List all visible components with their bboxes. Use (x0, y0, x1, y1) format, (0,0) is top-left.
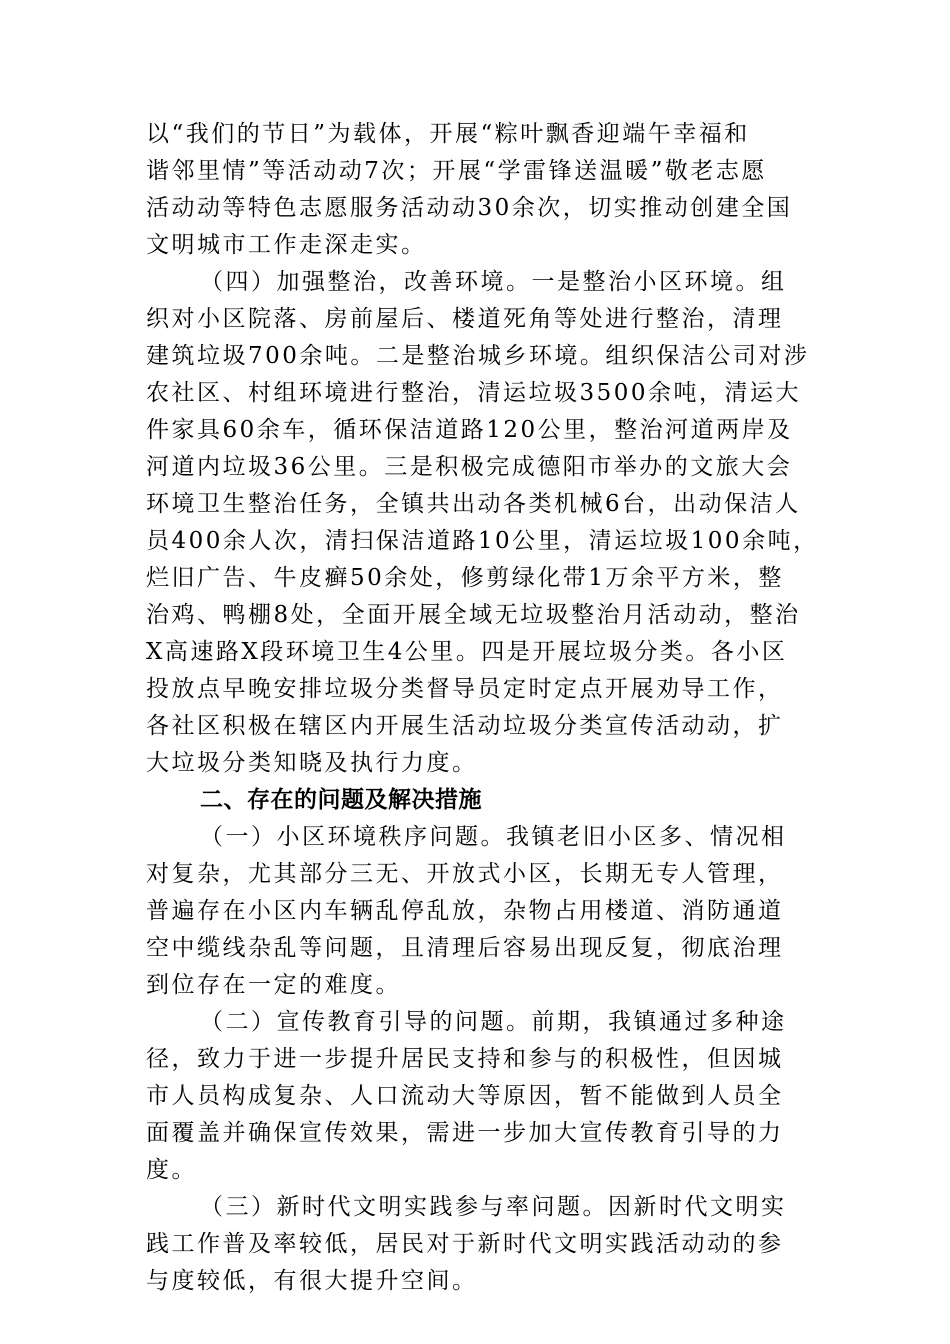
text-line: 空中缆线杂乱等问题，且清理后容易出现反复，彻底治理 (146, 935, 784, 961)
text-line: 以“我们的节日”为载体，开展“粽叶飘香迎端午幸福和 (146, 121, 750, 147)
text-line: 度。 (146, 1157, 197, 1183)
text-line: 治鸡、鸭棚8处，全面开展全域无垃圾整治月活动动，整治 (146, 602, 801, 628)
text-line: 员400余人次，清扫保洁道路10公里，清运垃圾100余吨， (146, 528, 819, 554)
text-line: 件家具60余车，循环保洁道路120公里，整治河道两岸及 (146, 417, 793, 443)
text-line: 织对小区院落、房前屋后、楼道死角等处进行整治，清理 (146, 306, 784, 332)
text-line: 农社区、村组环境进行整治，清运垃圾3500余吨，清运大 (146, 380, 802, 406)
text-line: 普遍存在小区内车辆乱停乱放，杂物占用楼道、消防通道 (146, 898, 784, 924)
text-line: 建筑垃圾700余吨。二是整治城乡环境。组织保洁公司对涉 (146, 343, 810, 369)
paragraph-start-line: （四）加强整治，改善环境。一是整治小区环境。组 (200, 269, 787, 295)
text-line: 径，致力于进一步提升居民支持和参与的积极性，但因城 (146, 1046, 784, 1072)
paragraph-start-line: （三）新时代文明实践参与率问题。因新时代文明实 (200, 1194, 787, 1220)
text-line: 践工作普及率较低，居民对于新时代文明实践活动动的参 (146, 1231, 784, 1257)
paragraph-start-line: （一）小区环境秩序问题。我镇老旧小区多、情况相 (200, 824, 787, 850)
text-line: 面覆盖并确保宣传效果，需进一步加大宣传教育引导的力 (146, 1120, 784, 1146)
text-line: 谐邻里情”等活动动7次；开展“学雷锋送温暖”敬老志愿 (146, 158, 767, 184)
text-line: 投放点早晚安排垃圾分类督导员定时定点开展劝导工作， (146, 676, 784, 702)
text-line: 环境卫生整治任务，全镇共出动各类机械6台，出动保洁人 (146, 491, 801, 517)
text-line: 活动动等特色志愿服务活动动30余次，切实推动创建全国 (146, 195, 793, 221)
text-line: 文明城市工作走深走实。 (146, 232, 427, 258)
section-heading: 二、存在的问题及解决措施 (200, 787, 482, 813)
paragraph-start-line: （二）宣传教育引导的问题。前期，我镇通过多种途 (200, 1009, 787, 1035)
document-page (146, 116, 819, 1300)
text-line: 河道内垃圾36公里。三是积极完成德阳市举办的文旅大会 (146, 454, 793, 480)
text-line: 市人员构成复杂、人口流动大等原因，暂不能做到人员全 (146, 1083, 784, 1109)
text-line: 烂旧广告、牛皮癣50余处，修剪绿化带1万余平方米，整 (146, 565, 784, 591)
text-line: 各社区积极在辖区内开展生活动垃圾分类宣传活动动，扩 (146, 713, 784, 739)
text-line: 大垃圾分类知晓及执行力度。 (146, 750, 478, 776)
text-line: 到位存在一定的难度。 (146, 972, 401, 998)
text-line: 与度较低，有很大提升空间。 (146, 1268, 478, 1294)
text-line: X高速路X段环境卫生4公里。四是开展垃圾分类。各小区 (146, 639, 788, 665)
text-line: 对复杂，尤其部分三无、开放式小区，长期无专人管理， (146, 861, 784, 887)
